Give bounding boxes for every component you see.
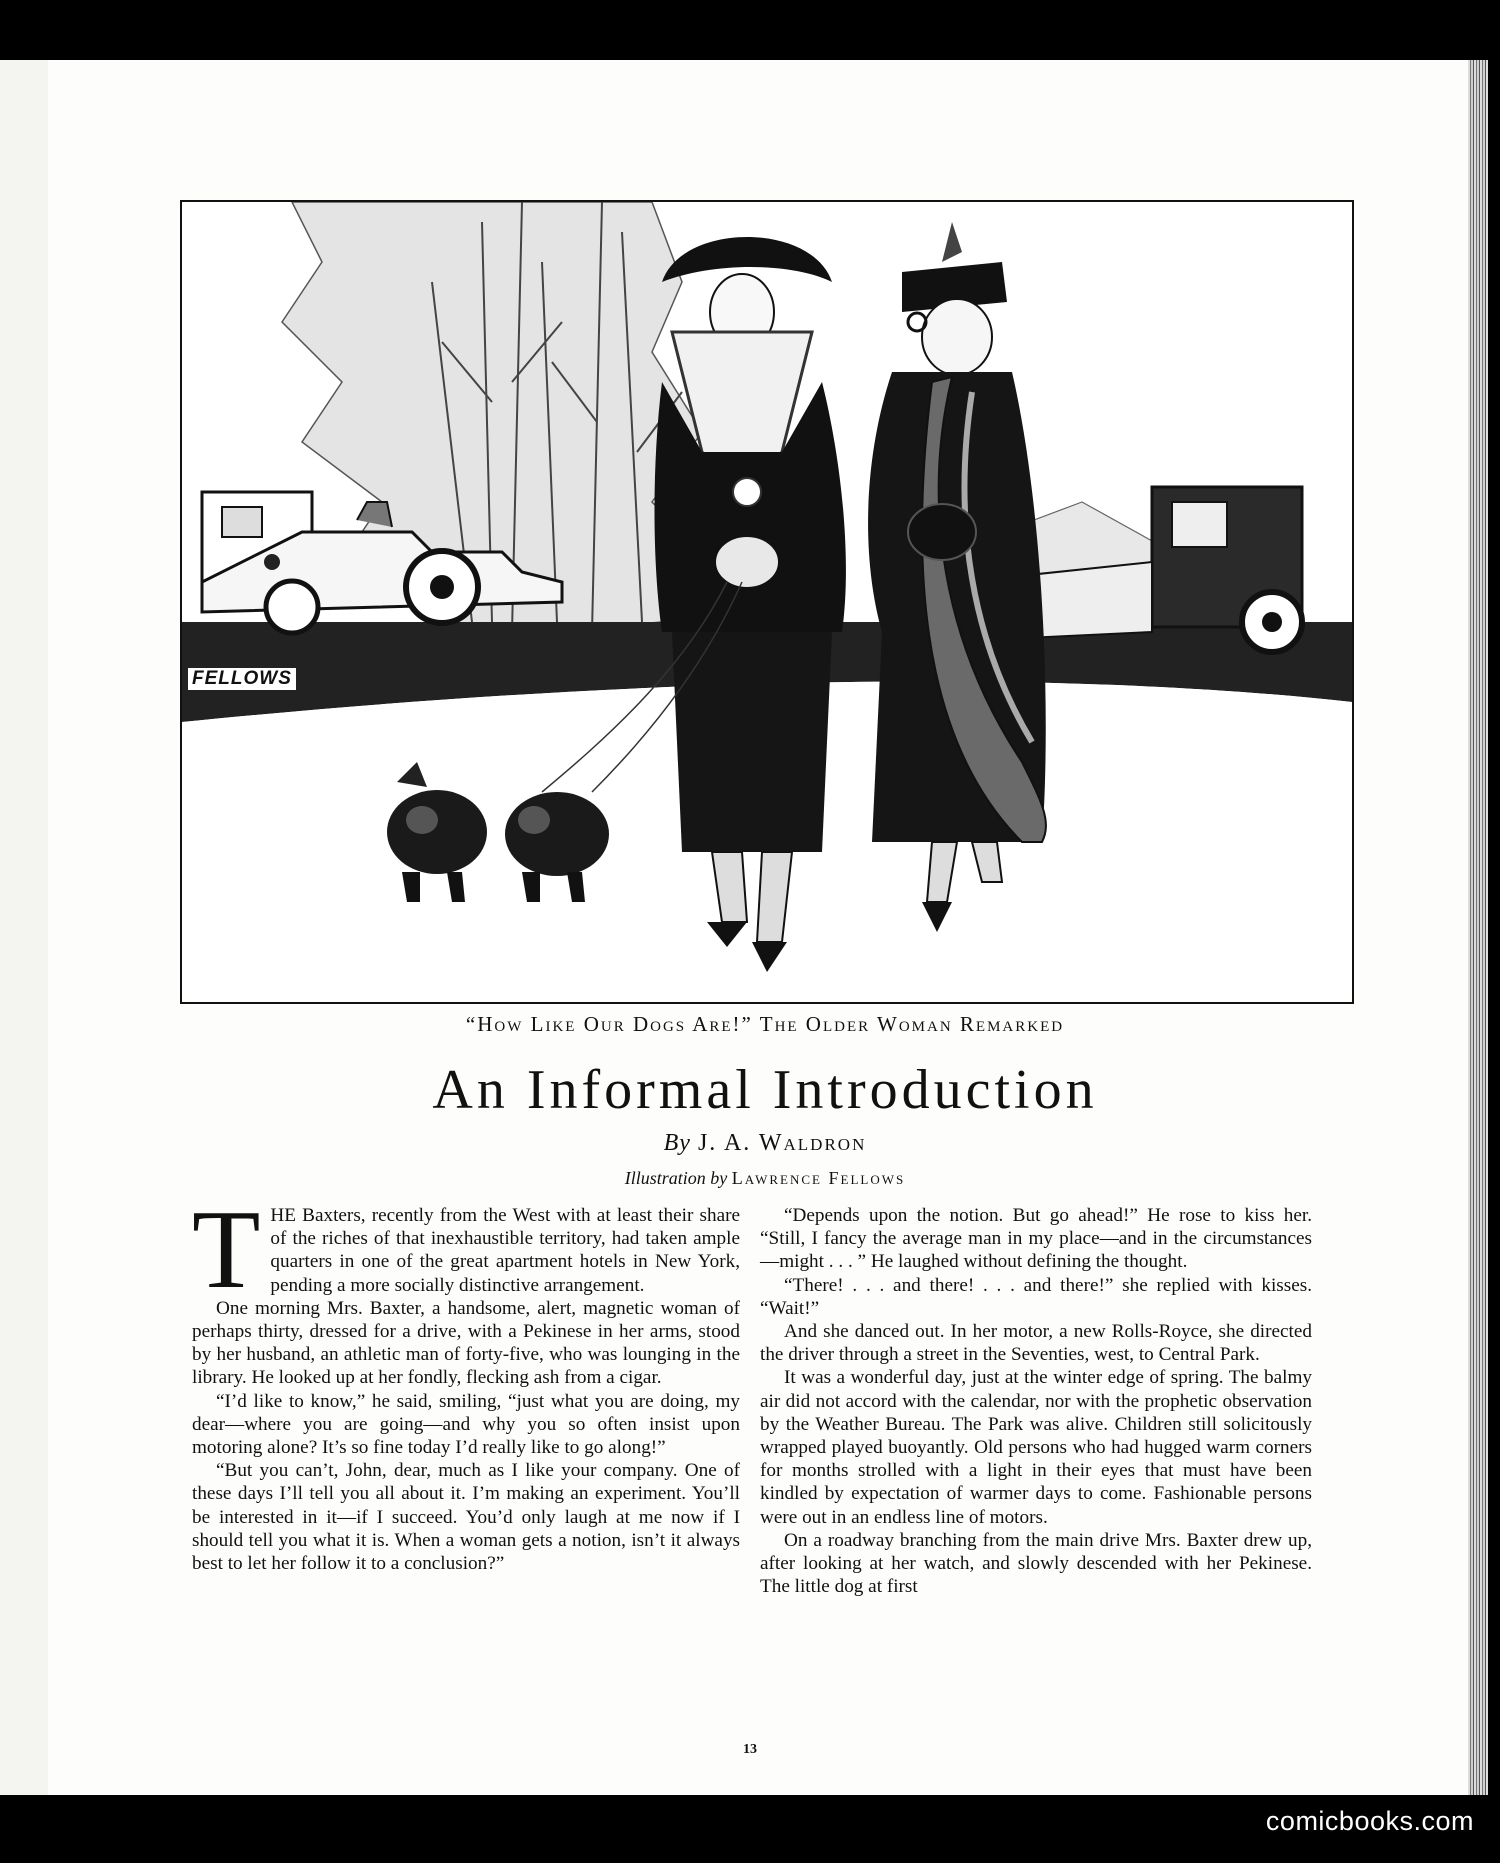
illustration-caption: “How Like Our Dogs Are!” The Older Woman Remarked bbox=[465, 1012, 1065, 1036]
older-woman-figure bbox=[868, 222, 1046, 932]
page-number: 13 bbox=[743, 1742, 757, 1757]
byline bbox=[180, 1130, 1350, 1157]
watermark: comicbooks.com bbox=[1265, 1806, 1474, 1836]
illustration-credit-prefix: Illustration by bbox=[624, 1168, 728, 1188]
illustration-drawing bbox=[182, 202, 1352, 1002]
article-title: An Informal Introduction bbox=[432, 1059, 1098, 1121]
illustration bbox=[180, 200, 1354, 1004]
article-paragraph: “But you can’t, John, dear, much as I like your company. One of these days I’ll tell you all about it. I’m making an experiment. You’ll be interested in it—if I succeed. You’d only laugh at me now if I should tell you what it is. When a woman gets a notion, isn’t it always best to let her follow it to a conclusion?” bbox=[192, 1460, 740, 1575]
article-column-right bbox=[760, 1204, 1312, 1598]
byline-prefix: By bbox=[663, 1130, 691, 1156]
illustration-credit-artist: Lawrence Fellows bbox=[731, 1168, 906, 1188]
book-page-edges bbox=[1468, 60, 1488, 1795]
byline-author: J. A. Waldron bbox=[697, 1130, 867, 1156]
article-paragraph: “Depends upon the notion. But go ahead!” He rose to kiss her. “Still, I fancy the average man in my place—and in the circumstances—might . . . ” He laughed without defining the thought. bbox=[760, 1205, 1312, 1273]
article-paragraph: “There! . . . and there! . . . and there!” she replied with kisses. “Wait!” bbox=[760, 1274, 1312, 1319]
article-paragraph: One morning Mrs. Baxter, a handsome, alert, magnetic woman of perhaps thirty, dressed for a drive, with a Pekinese in her arms, stood by her husband, an athletic man of forty-five, who was lounging in the library. He looked up at her fondly, flecking ash from a cigar. bbox=[192, 1297, 740, 1389]
article-paragraph: And she danced out. In her motor, a new Rolls-Royce, she directed the driver through a street in the Seventies, west, to Central Park. bbox=[760, 1321, 1312, 1366]
drop-cap: T bbox=[192, 1188, 261, 1312]
article-column-left bbox=[192, 1188, 740, 1575]
article-paragraph: On a roadway branching from the main drive Mrs. Baxter drew up, after looking at her watch, and slowly descended with her Pekinese. The little dog at first bbox=[760, 1529, 1312, 1598]
illustration-credit bbox=[180, 1168, 1350, 1189]
artist-signature: FELLOWS bbox=[188, 668, 296, 690]
article-paragraph: It was a wonderful day, just at the winter edge of spring. The balmy air did not accord with the calendar, nor with the prophetic observation by the Weather Bureau. The Park was alive. Children still solicitously wrapped played buoyantly. Old persons who had hugged warm corners for months strolled with a light in their eyes that must have been kindled by expectation of warmer days to come. Fashionable persons were out in an endless line of motors. bbox=[760, 1367, 1312, 1528]
article-paragraph: THE Baxters, recently from the West with at least their share of the riches of that inexhaustible territory, had taken ample quarters in one of the great apartment hotels in New York, pending a more socially distinctive arrangement. bbox=[192, 1188, 740, 1312]
article-paragraph: “I’d like to know,” he said, smiling, “just what you are doing, my dear—where you are going—and why you so often insist upon motoring alone? It’s so fine today I’d really like to go along!” bbox=[192, 1390, 740, 1459]
